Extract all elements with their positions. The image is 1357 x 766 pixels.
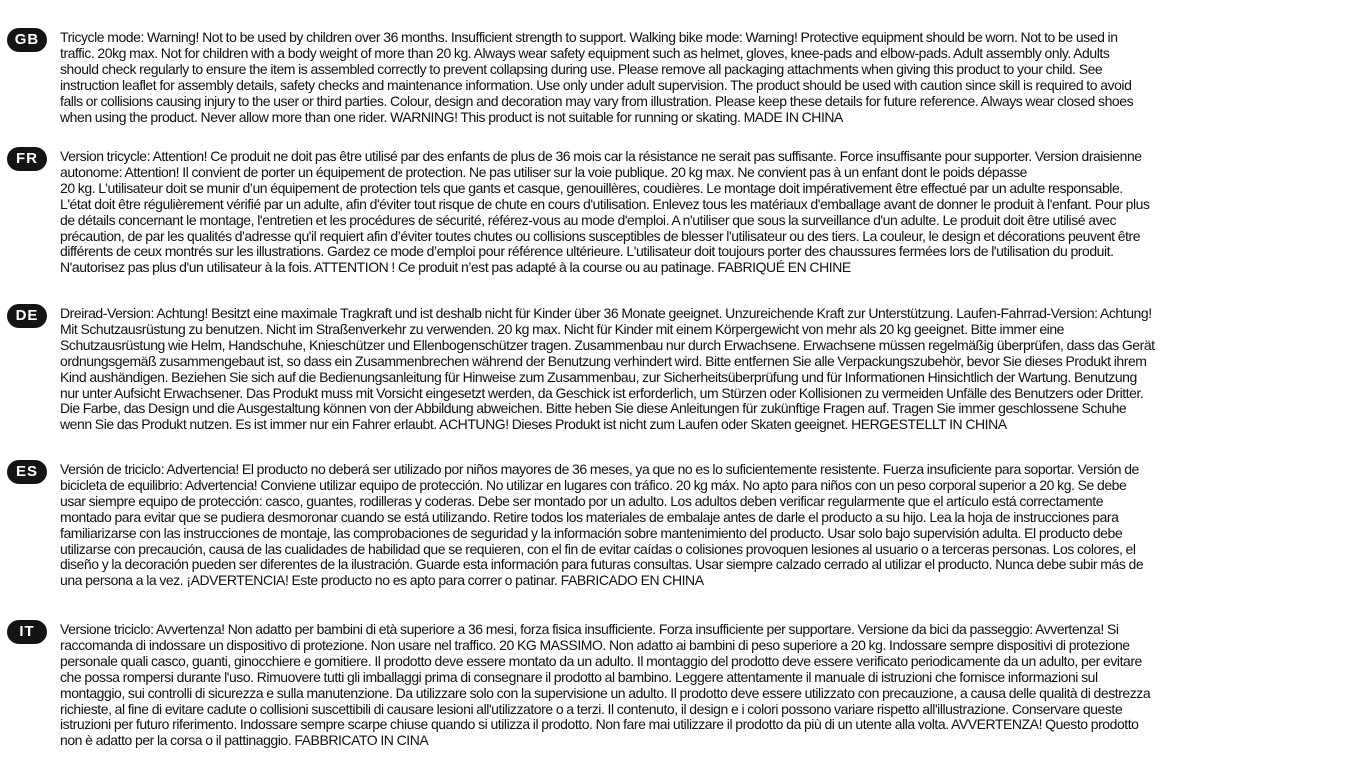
- warning-text-de: [60, 306, 1352, 433]
- text-line: N'autorisez pas plus d'un utilisateur à la fois. ATTENTION ! Ce produit n’est pas adapté à la course ou au patinage. FABRIQUÉ EN CHINE: [60, 259, 851, 276]
- text-line: istruzioni per futuro riferimento. Indossare sempre scarpe chiuse quando si utilizza il prodotto. Non fare mai utilizzare il prodotto da più di un utente alla volta. AVVERTENZA! Questo prodotto: [60, 716, 1139, 733]
- text-line: raccomanda di indossare un dispositivo di protezione. Non usare nel traffico. 20 KG MASSIMO. Non adatto ai bambini di peso superiore a 20 kg. Indossare sempre dispositivi di protezione: [60, 636, 1130, 653]
- text-line: utilizarse con precaución, causa de las cualidades de habilidad que se requieren, con el fin de evitar caídas o colisiones provoquen lesiones al usuario o a terceras personas. Los colores, el: [60, 540, 1136, 557]
- warning-text-fr: [60, 149, 1352, 276]
- text-line: Tricycle mode: Warning! Not to be used by children over 36 months. Insufficient strength to support. Walking bike mode: Warning! Protective equipment should be worn. Not to be used in: [60, 29, 1118, 45]
- text-line: traffic. 20kg max. Not for children with a body weight of more than 20 kg. Always wear safety equipment such as helmet, gloves, knee-pads and elbow-pads. Adult assembly only. Adults: [60, 44, 1110, 61]
- text-line: instruction leaflet for assembly details, safety checks and maintenance information. Use only under adult supervision. The product should be used with caution since skill is required to avoid: [60, 76, 1132, 93]
- text-line: montado para evitar que se pudiera desmoronar cuando se está utilizando. Retire todos los materiales de embalaje antes de darle el producto a su hijo. Lea la hoja de instrucciones para: [60, 508, 1119, 525]
- text-line: richieste, al fine di evitare cadute o collisioni suscettibili di causare lesioni all'utilizzatore o a terzi. Il contenuto, il design e i colori possono variare rispetto all'illustrazione. Conservare queste: [60, 700, 1123, 717]
- text-line: Kind aushändigen. Beziehen Sie sich auf die Bedienungsanleitung für Hinweise zum Zusammenbau, zur Sicherheitsüberprüfung und für Informationen Hinsichtlich der Wartung. Benutzung: [60, 368, 1137, 385]
- text-line: Schutzausrüstung wie Helm, Handschuhe, Knieschützer und Ellenbogenschützer tragen. Zusammenbau nur durch Erwachsene. Erwachsene müssen regelmäßig überprüfen, dass das Gerät: [60, 336, 1155, 353]
- text-line: bicicleta de equilibrio: Advertencia! Conviene utilizar equipo de protección. No utilizar en lugares con tráfico. 20 kg máx. No apto para niños con un peso corporal superior a 20 kg. Se debe: [60, 476, 1127, 493]
- text-line: L'état doit être régulièrement vérifié par un adulte, afin d'éviter tout risque de chute en cours d'utilisation. Enlevez tous les matériaux d'emballage avant de donner le produit à l'enfant. Pour plus: [60, 195, 1150, 212]
- text-line: wenn Sie das Produkt nutzen. Es ist immer nur ein Fahrer erlaubt. ACHTUNG! Dieses Produkt ist nicht zum Laufen oder Skaten geeignet. HERGESTELLT IN CHINA: [60, 416, 1007, 433]
- text-line: usar siempre equipo de protección: casco, guantes, rodilleras y coderas. Debe ser montado por un adulto. Los adultos deben verificar regularmente que el artículo está correctamente: [60, 492, 1104, 509]
- text-line: che possa rompersi durante l'uso. Rimuovere tutti gli imballaggi prima di consegnare il prodotto al bambino. Leggere attentamente il manuale di istruzioni che fornisce informazioni sul: [60, 668, 1098, 685]
- language-badge-es: ES: [7, 460, 47, 484]
- text-line: autonome: Attention! Il convient de porter un équipement de protection. Ne pas utiliser sur la voie publique. 20 kg max. Ne convient pas à un enfant dont le poids dépasse: [60, 163, 1028, 180]
- text-line: de détails concernant le montage, l'entretien et les procédures de sécurité, référez-vous au mode d'emploi. A n'utiliser que sous la surveillance d'un adulte. Le produit doit être utilisé avec: [60, 211, 1117, 228]
- text-line: non è adatto per la corsa o il pattinaggio. FABBRICATO IN CINA: [60, 732, 429, 749]
- text-line: Dreirad-Version: Achtung! Besitzt eine maximale Tragkraft und ist deshalb nicht für Kinder über 36 Monate geeignet. Unzureichende Kraft zur Unterstützung. Laufen-Fahrrad-Version: Achtung!: [60, 305, 1152, 321]
- text-line: Die Farbe, das Design und die Ausgestaltung können von der Abbildung abweichen. Bitte heben Sie diese Anleitungen für zukünftige Fragen auf. Tragen Sie immer geschlossene Schuhe: [60, 400, 1127, 417]
- text-line: nur unter Aufsicht Erwachsener. Das Produkt muss mit Vorsicht eingesetzt werden, da Geschick ist erforderlich, um Stürzen oder Kollisionen zu vermeiden Unfälle des Benutzers oder Dritter.: [60, 384, 1144, 401]
- text-line: when using the product. Never allow more than one rider. WARNING! This product is not suitable for running or skating. MADE IN CHINA: [60, 108, 843, 125]
- language-badge-it: IT: [7, 620, 47, 644]
- warning-text-it: [60, 622, 1352, 749]
- warning-text-es: [60, 462, 1352, 589]
- text-line: Mit Schutzausrüstung zu benutzen. Nicht im Straßenverkehr zu verwenden. 20 kg max. Nicht für Kinder mit einem Körpergewicht von mehr als 20 kg geeignet. Bitte immer eine: [60, 320, 1064, 337]
- text-line: précaution, de par les qualités d'adresse qu'il requiert afin d’éviter toutes chutes ou collisions susceptibles de blesser l'utilisateur ou des tiers. La couleur, le design et décorations peuvent être: [60, 227, 1141, 244]
- text-line: una persona a la vez. ¡ADVERTENCIA! Este producto no es apto para correr o patinar. FABRICADO EN CHINA: [60, 572, 704, 589]
- language-badge-fr: FR: [7, 147, 47, 171]
- text-line: Versione triciclo: Avvertenza! Non adatto per bambini di età superiore a 36 mesi, forza fisica insufficiente. Forza insufficiente per supportare. Versione da bici da passeggio: Avvertenza! Si: [60, 621, 1119, 637]
- language-badge-gb: GB: [7, 28, 47, 52]
- text-line: diseño y la decoración pueden ser diferentes de la ilustración. Guarde esta información para futuras consultas. Usar siempre calzado cerrado al utilizar el producto. Nunca debe subir más de: [60, 556, 1144, 573]
- text-line: familiarizarse con las instrucciones de montaje, las comprobaciones de seguridad y la información sobre mantenimiento del producto. Usar solo bajo supervisión adulta. El producto debe: [60, 524, 1123, 541]
- text-line: falls or collisions causing injury to the user or third parties. Colour, design and decoration may vary from illustration. Please keep these details for future reference. Always wear closed shoes: [60, 92, 1134, 109]
- text-line: should check regularly to ensure the item is assembled correctly to prevent collapsing during use. Please remove all packaging attachments when giving this product to your child. See: [60, 60, 1103, 77]
- text-line: personale quali casco, guanti, ginocchiere e gomitiere. Il prodotto deve essere montato da un adulto. Il montaggio del prodotto deve essere verificato periodicamente da un adulto, per evitare: [60, 652, 1142, 669]
- text-line: Version tricycle: Attention! Ce produit ne doit pas être utilisé par des enfants de plus de 36 mois car la résistance ne serait pas suffisante. Force insuffisante pour supporter. Version draisienne: [60, 148, 1142, 164]
- language-badge-de: DE: [7, 304, 47, 328]
- warning-text-gb: [60, 30, 1352, 125]
- text-line: 20 kg. L’utilisateur doit se munir d’un équipement de protection tels que gants et casque, genouillères, coudières. Le montage doit impérativement être effectué par un adulte responsable.: [60, 179, 1123, 196]
- text-line: ordnungsgemäß zusammengebaut ist, so dass ein Zusammenbrechen während der Benutzung verhindert wird. Bitte entfernen Sie alle Verpackungszubehör, bevor Sie dieses Produkt ihrem: [60, 352, 1147, 369]
- text-line: différents de ceux montrés sur les illustrations. Gardez ce mode d’emploi pour référence ultérieure. L'utilisateur doit toujours porter des chaussures fermées lors de l'utilisation du produit.: [60, 243, 1114, 260]
- text-line: Versión de triciclo: Advertencia! El producto no deberá ser utilizado por niños mayores de 36 meses, ya que no es lo suficientemente resistente. Fuerza insuficiente para soportar. Versión de: [60, 461, 1139, 477]
- text-line: montaggio, sui controlli di sicurezza e sulla manutenzione. Da utilizzare solo con la supervisione un adulto. Il prodotto deve essere utilizzato con precauzione, a causa delle qualità di destrezza: [60, 684, 1151, 701]
